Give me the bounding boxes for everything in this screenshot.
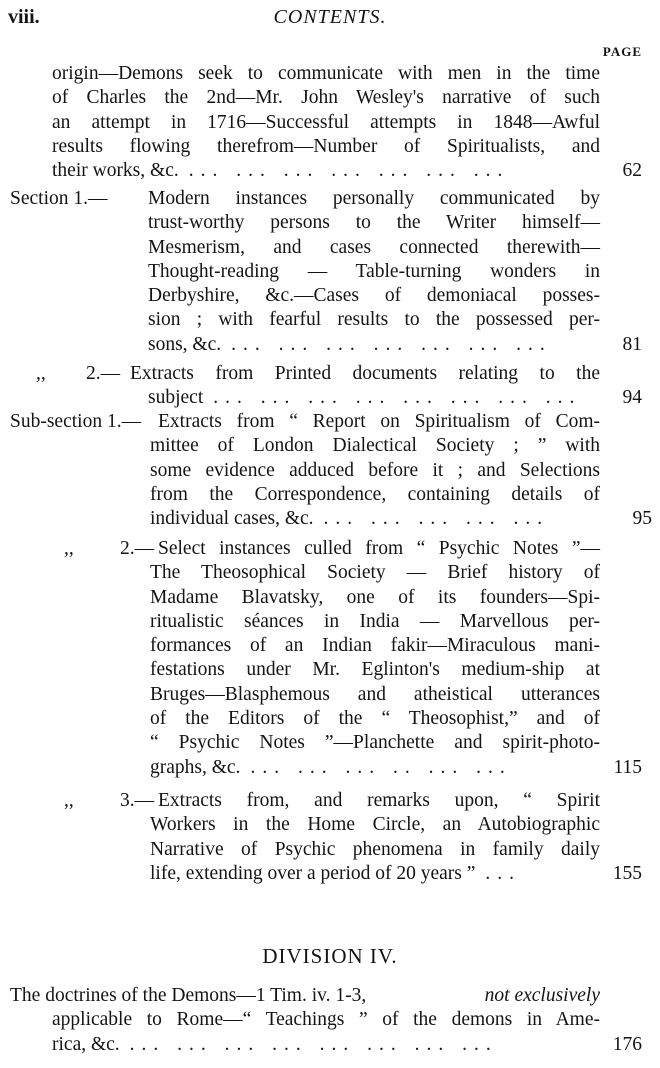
entry-label: 2.— xyxy=(86,363,121,384)
entry-line: applicable to Rome—“ Teachings ” of the demons in Ame- xyxy=(52,1009,600,1031)
toc-entry-section-1 xyxy=(10,187,642,357)
entry-line: an attempt in 1716—Successful attempts in 1848—Awful xyxy=(52,111,600,133)
leader-dots: ... ... ... ... ... xyxy=(323,508,550,530)
leader-dots: ... ... ... ... ... ... ... ... xyxy=(213,387,582,409)
entry-line: Bruges—Blasphemous and atheistical utterances xyxy=(150,683,600,705)
entry-line: formances of an Indian fakir—Miraculous mani- xyxy=(150,635,600,657)
entry-line: Extracts from, and remarks upon, “ Spirit xyxy=(158,790,600,811)
page-number: 95 xyxy=(632,508,652,530)
entry-line: The Theosophical Society — Brief history of xyxy=(150,562,600,584)
entry-line: Extracts from “ Report on Spiritualism of Com- xyxy=(158,411,600,432)
entry-line: some evidence adduced before it ; and Selections xyxy=(150,459,600,481)
entry-last-line xyxy=(52,159,642,183)
entry-line: ritualistic séances in India — Marvellous per- xyxy=(150,610,600,632)
entry-line: Thought-reading — Table-turning wonders in xyxy=(148,260,600,282)
leader-dots: ... ... ... ... ... ... ... xyxy=(188,160,510,182)
entry-line: Select instances culled from “ Psychic Notes ”— xyxy=(158,538,600,559)
entry-line: Derbyshire, &c.—Cases of demoniacal posses- xyxy=(148,285,600,307)
entry-line: of Charles the 2nd—Mr. John Wesley's narrative of such xyxy=(52,87,600,109)
entry-line: festations under Mr. Eglinton's medium-ship at xyxy=(150,659,600,681)
toc-entry-intro xyxy=(52,62,642,183)
entry-line: Extracts from Printed documents relating to the xyxy=(130,363,600,384)
leader-dots: ... ... ... ... ... ... ... xyxy=(231,333,552,355)
leader-dots: ... xyxy=(485,862,522,884)
page-number: 176 xyxy=(612,1033,642,1055)
leader-dots: ... ... ... .. ... ... xyxy=(250,756,512,778)
entry-line: trust-worthy persons to the Writer himself— xyxy=(148,212,600,234)
entry-line: mittee of London Dialectical Society ; ” with xyxy=(150,435,600,457)
entry-last-line xyxy=(150,756,642,780)
entry-line: Modern instances personally communicated by xyxy=(148,188,600,209)
page-numeral: viii. xyxy=(8,6,40,28)
ditto-mark: ,, xyxy=(36,363,46,384)
toc-entry-subsection-2 xyxy=(64,537,642,780)
division-heading: DIVISION IV. xyxy=(262,944,398,968)
entry-line: origin—Demons seek to communicate with men in the time xyxy=(52,63,600,84)
entry-italic-text: not exclusively xyxy=(484,985,600,1006)
entry-line xyxy=(10,984,600,1008)
entry-last-line xyxy=(150,862,642,886)
entry-label: Sub-section 1.— xyxy=(10,411,142,432)
entry-text: their works, &c. xyxy=(52,160,179,182)
entry-line: sion ; with fearful results to the possessed per- xyxy=(148,309,600,331)
entry-last-line xyxy=(52,1033,642,1057)
entry-last-line xyxy=(148,386,642,410)
entry-last-line xyxy=(150,507,652,531)
entry-line: results flowing therefrom—Number of Spiritualists, and xyxy=(52,135,600,157)
entry-label: Section 1.— xyxy=(10,188,108,209)
page-number: 62 xyxy=(622,160,642,182)
page-column-label: PAGE xyxy=(602,44,642,59)
page-number: 115 xyxy=(613,756,642,778)
page-number: 94 xyxy=(622,387,642,409)
entry-line: Narrative of Psychic phenomena in family daily xyxy=(150,838,600,860)
entry-text: sons, &c. xyxy=(148,333,222,355)
entry-text: individual cases, &c. xyxy=(150,508,314,530)
page-number: 81 xyxy=(622,333,642,355)
entry-text: life, extending over a period of 20 years ” xyxy=(150,862,476,884)
toc-entry-subsection-1 xyxy=(10,410,652,531)
entry-line: from the Correspondence, containing details of xyxy=(150,483,600,505)
entry-label: 2.— xyxy=(120,538,155,559)
entry-text: rica, &c. xyxy=(52,1033,120,1055)
toc-entry-subsection-3 xyxy=(64,789,642,886)
entry-line: of the Editors of the “ Theosophist,” and of xyxy=(150,708,600,730)
entry-line: Mesmerism, and cases connected therewith— xyxy=(148,236,600,258)
entry-text: subject xyxy=(148,387,204,409)
entry-line: Madame Blavatsky, one of its founders—Spi- xyxy=(150,586,600,608)
entry-line: “ Psychic Notes ”—Planchette and spirit-photo- xyxy=(150,732,600,754)
running-title: CONTENTS. xyxy=(273,6,387,28)
entry-text: graphs, &c. xyxy=(150,756,241,778)
entry-line: Workers in the Home Circle, an Autobiographic xyxy=(150,814,600,836)
entry-text: The doctrines of the Demons—1 Tim. iv. 1-3, xyxy=(10,985,367,1006)
toc-entry-division-4 xyxy=(10,984,642,1057)
toc-entry-section-2 xyxy=(36,362,642,411)
leader-dots: ... ... ... ... ... ... ... ... xyxy=(129,1033,498,1055)
page-number: 155 xyxy=(612,862,642,884)
entry-label: 3.— xyxy=(120,790,155,811)
ditto-mark: ,, xyxy=(64,538,74,559)
entry-last-line xyxy=(148,333,642,357)
ditto-mark: ,, xyxy=(64,790,74,811)
